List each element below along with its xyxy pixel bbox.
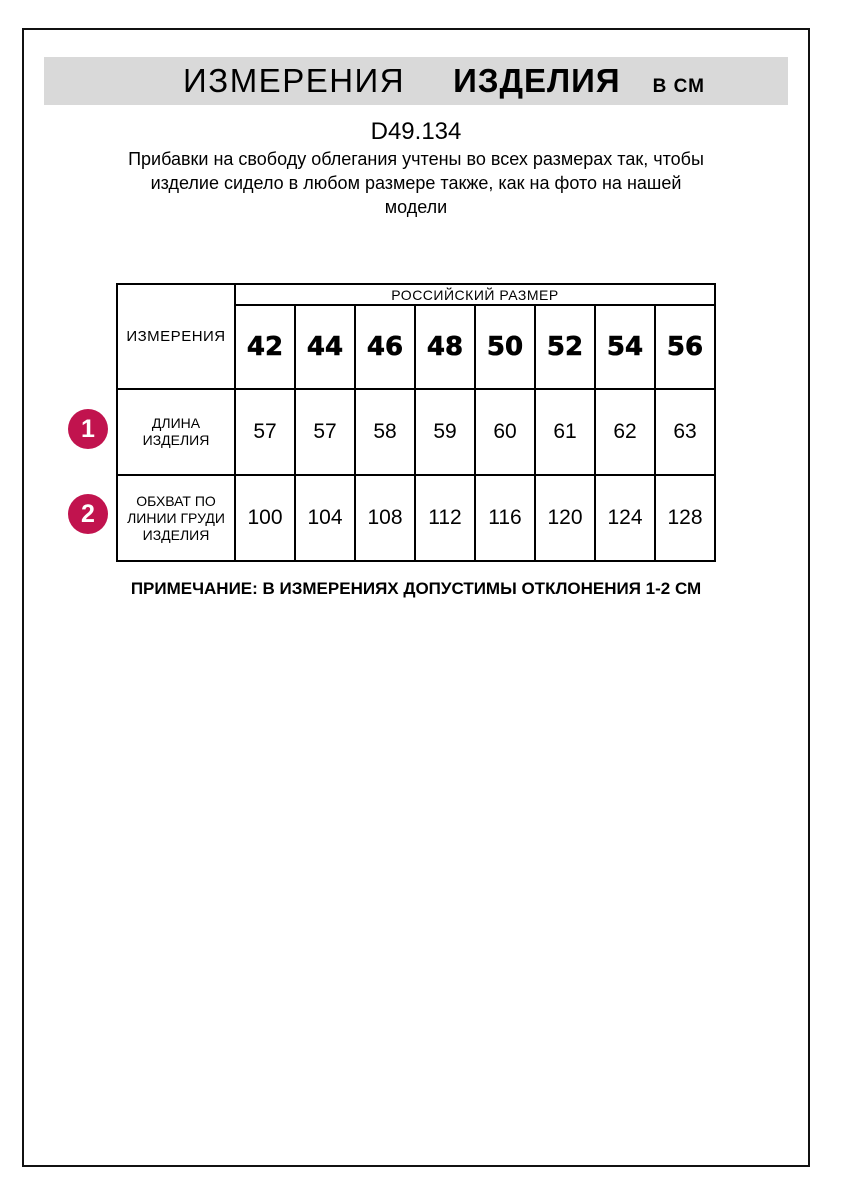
product-code: D49.134 <box>370 118 462 145</box>
table-row-length <box>117 389 715 475</box>
size-header-48: 48 <box>415 305 475 389</box>
chest-value-52: 120 <box>535 475 595 561</box>
length-value-50: 60 <box>475 389 535 475</box>
size-header-56: 56 <box>655 305 715 389</box>
row-marker-2: 2 <box>68 494 108 534</box>
title-word-product: ИЗДЕЛИЯ <box>453 62 621 99</box>
table-row-chest <box>117 475 715 561</box>
size-header-42: 42 <box>235 305 295 389</box>
fit-description-line-2: изделие сидело в любом размере также, как на фото на нашей <box>150 173 682 193</box>
size-header-52: 52 <box>535 305 595 389</box>
length-value-56: 63 <box>655 389 715 475</box>
table-group-header-row <box>117 284 715 305</box>
chest-value-56: 128 <box>655 475 715 561</box>
title-word-measurements: ИЗМЕРЕНИЯ <box>183 62 406 99</box>
chest-value-48: 112 <box>415 475 475 561</box>
fit-description-line-1: Прибавки на свободу облегания учтены во всех размерах так, чтобы <box>128 149 704 169</box>
size-header-50: 50 <box>475 305 535 389</box>
row-label-chest: ОБХВАТ ПО ЛИНИИ ГРУДИ ИЗДЕЛИЯ <box>117 475 235 561</box>
chest-value-44: 104 <box>295 475 355 561</box>
measurements-column-header: ИЗМЕРЕНИЯ <box>117 284 235 389</box>
size-header-44: 44 <box>295 305 355 389</box>
page-border-frame <box>22 28 810 1167</box>
chest-value-54: 124 <box>595 475 655 561</box>
length-value-52: 61 <box>535 389 595 475</box>
length-value-46: 58 <box>355 389 415 475</box>
size-header-46: 46 <box>355 305 415 389</box>
length-value-42: 57 <box>235 389 295 475</box>
size-table-section <box>24 283 808 562</box>
chest-value-42: 100 <box>235 475 295 561</box>
row-marker-1: 1 <box>68 409 108 449</box>
fit-description <box>24 147 808 219</box>
page-title <box>183 62 705 100</box>
length-value-48: 59 <box>415 389 475 475</box>
russian-size-group-header: РОССИЙСКИЙ РАЗМЕР <box>235 284 715 305</box>
chest-value-46: 108 <box>355 475 415 561</box>
length-value-54: 62 <box>595 389 655 475</box>
fit-description-line-3: модели <box>384 197 448 217</box>
chest-value-50: 116 <box>475 475 535 561</box>
length-value-44: 57 <box>295 389 355 475</box>
title-bar <box>44 57 788 105</box>
row-label-length: ДЛИНА ИЗДЕЛИЯ <box>117 389 235 475</box>
title-unit-cm: В СМ <box>652 76 705 97</box>
tolerance-note: ПРИМЕЧАНИЕ: В ИЗМЕРЕНИЯХ ДОПУСТИМЫ ОТКЛОНЕНИЯ 1-2 СМ <box>130 579 702 598</box>
size-header-54: 54 <box>595 305 655 389</box>
size-table <box>116 283 716 562</box>
